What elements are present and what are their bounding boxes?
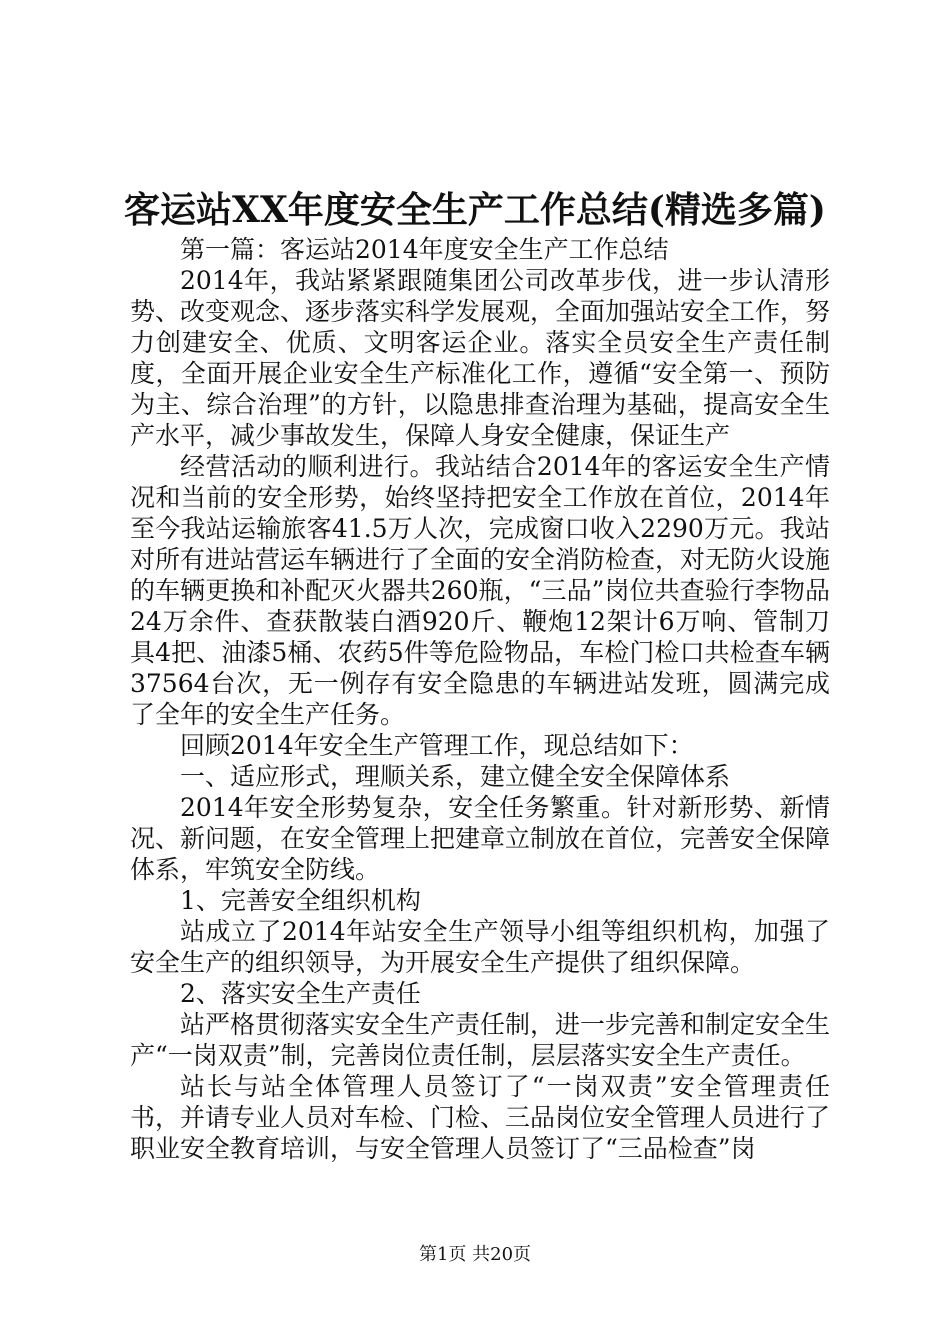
paragraph: 经营活动的顺利进行。我站结合2014年的客运安全生产情况和当前的安全形势，始终坚持把安全工作放在首位，2014年至今我站运输旅客41.5万人次，完成窗口收入2290万元。我站对所有进站营运车辆进行了全面的安全消防检查，对无防火设施的车辆更换和补配灭火器共260瓶，“三品”岗位共查验行李物品24万余件、查获散装白酒920斤、鞭炮12架计6万响、管制刀具4把、油漆5桶、农药5件等危险物品，车检门检口共检查车辆37564台次，无一例存有安全隐患的车辆进站发班，圆满完成了全年的安全生产任务。 [130, 452, 831, 729]
page-number-footer: 第1页 共20页 [418, 1244, 532, 1265]
subsection-heading: 1、完善安全组织机构 [180, 886, 421, 915]
paragraph: 2014年，我站紧紧跟随集团公司改革步伐，进一步认清形势、改变观念、逐步落实科学发展观，全面加强站安全工作，努力创建安全、优质、文明客运企业。落实全员安全生产责任制度，全面开展企业安全生产标准化工作，遵循“安全第一、预防为主、综合治理”的方针，以隐患排查治理为基础，提高安全生产水平，减少事故发生，保障人身安全健康，保证生产 [130, 266, 831, 450]
paragraph: 2014年安全形势复杂，安全任务繁重。针对新形势、新情况、新问题，在安全管理上把建章立制放在首位，完善安全保障体系，牢筑安全防线。 [130, 793, 831, 884]
document-body [130, 234, 830, 1164]
paragraph: 回顾2014年安全生产管理工作，现总结如下： [180, 731, 694, 760]
paragraph: 站严格贯彻落实安全生产责任制，进一步完善和制定安全生产“一岗双责”制，完善岗位责任制，层层落实安全生产责任。 [130, 1010, 831, 1070]
paragraph: 站成立了2014年站安全生产领导小组等组织机构，加强了安全生产的组织领导，为开展安全生产提供了组织保障。 [130, 917, 830, 977]
section-heading: 一、适应形式，理顺关系，建立健全安全保障体系 [180, 762, 731, 791]
subsection-heading: 2、落实安全生产责任 [180, 979, 421, 1008]
document-title: 客运站XX年度安全生产工作总结(精选多篇) [124, 189, 826, 231]
paragraph: 站长与站全体管理人员签订了“一岗双责”安全管理责任书，并请专业人员对车检、门检、三品岗位安全管理人员进行了职业安全教育培训，与安全管理人员签订了“三品检查”岗 [130, 1072, 831, 1163]
section-heading-first: 第一篇：客运站2014年度安全生产工作总结 [180, 235, 669, 264]
